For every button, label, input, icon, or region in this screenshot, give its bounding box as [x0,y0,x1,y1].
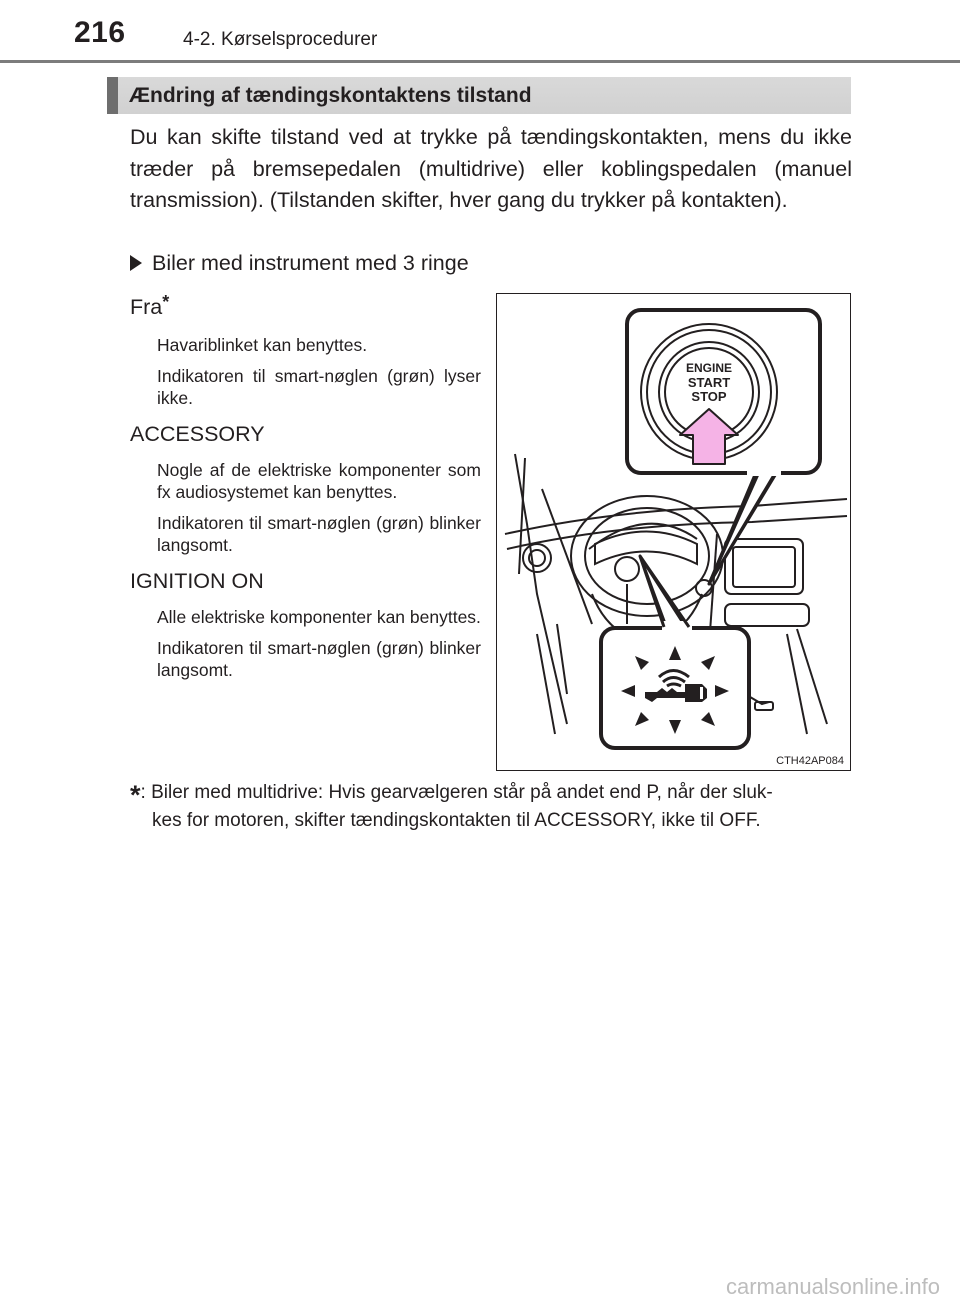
section-accent [107,77,118,114]
footnote-line-1 [130,780,860,808]
button-label-stop: STOP [691,389,727,404]
footnote-asterisk: * [130,780,141,810]
mode-title-text: Fra [130,295,163,319]
page-number: 216 [74,16,126,49]
mode-title-accessory: ACCESSORY [130,422,265,446]
intro-paragraph: Du kan skifte tilstand ved at trykke på tændingskontakten, mens du ikke træder på bremsepedalen (multidrive) eller koblingspedalen (manuel transmission). (Tilstanden skifter, hver gang du trykker på kontakten). [130,125,852,212]
mode-desc: Indikatoren til smart-nøglen (grøn) blinker langsomt. [157,513,481,555]
mode-desc: Alle elektriske komponenter kan benyttes. [157,607,481,627]
subheading-text: Biler med instrument med 3 ringe [152,251,469,275]
mode-title-off [130,288,481,321]
dashboard-illustration [496,293,851,771]
section-heading [107,77,851,114]
subheading [130,251,469,276]
figure-code: CTH42AP084 [776,755,844,767]
button-label-engine: ENGINE [685,361,733,375]
modes-list [130,288,481,681]
footnote-text-2: kes for motoren, skifter tændingskontakten til ACCESSORY, ikke til OFF. [152,810,761,831]
footnote [130,780,860,833]
mode-desc: Indikatoren til smart-nøglen (grøn) lyser ikke. [157,366,481,408]
mode-desc: Indikatoren til smart-nøglen (grøn) blinker langsomt. [157,638,481,680]
section-title: Ændring af tændingskontaktens tilstand [129,84,532,107]
footnote-text-1: : Biler med multidrive: Hvis gearvælgeren står på andet end P, når der sluk- [140,782,773,803]
mode-desc: Havariblinket kan benyttes. [157,335,368,355]
dashboard-drawing [497,294,851,771]
button-label-start: START [687,375,731,390]
asterisk-marker: * [162,292,170,312]
triangle-bullet-icon [130,255,142,271]
mode-desc: Nogle af de elektriske komponenter som fx audiosystemet kan benyttes. [157,460,481,502]
mode-title-ignition-on: IGNITION ON [130,569,264,593]
chapter-title: 4-2. Kørselsprocedurer [183,29,378,50]
watermark: carmanualsonline.info [725,1274,940,1299]
header-rule [0,60,960,63]
